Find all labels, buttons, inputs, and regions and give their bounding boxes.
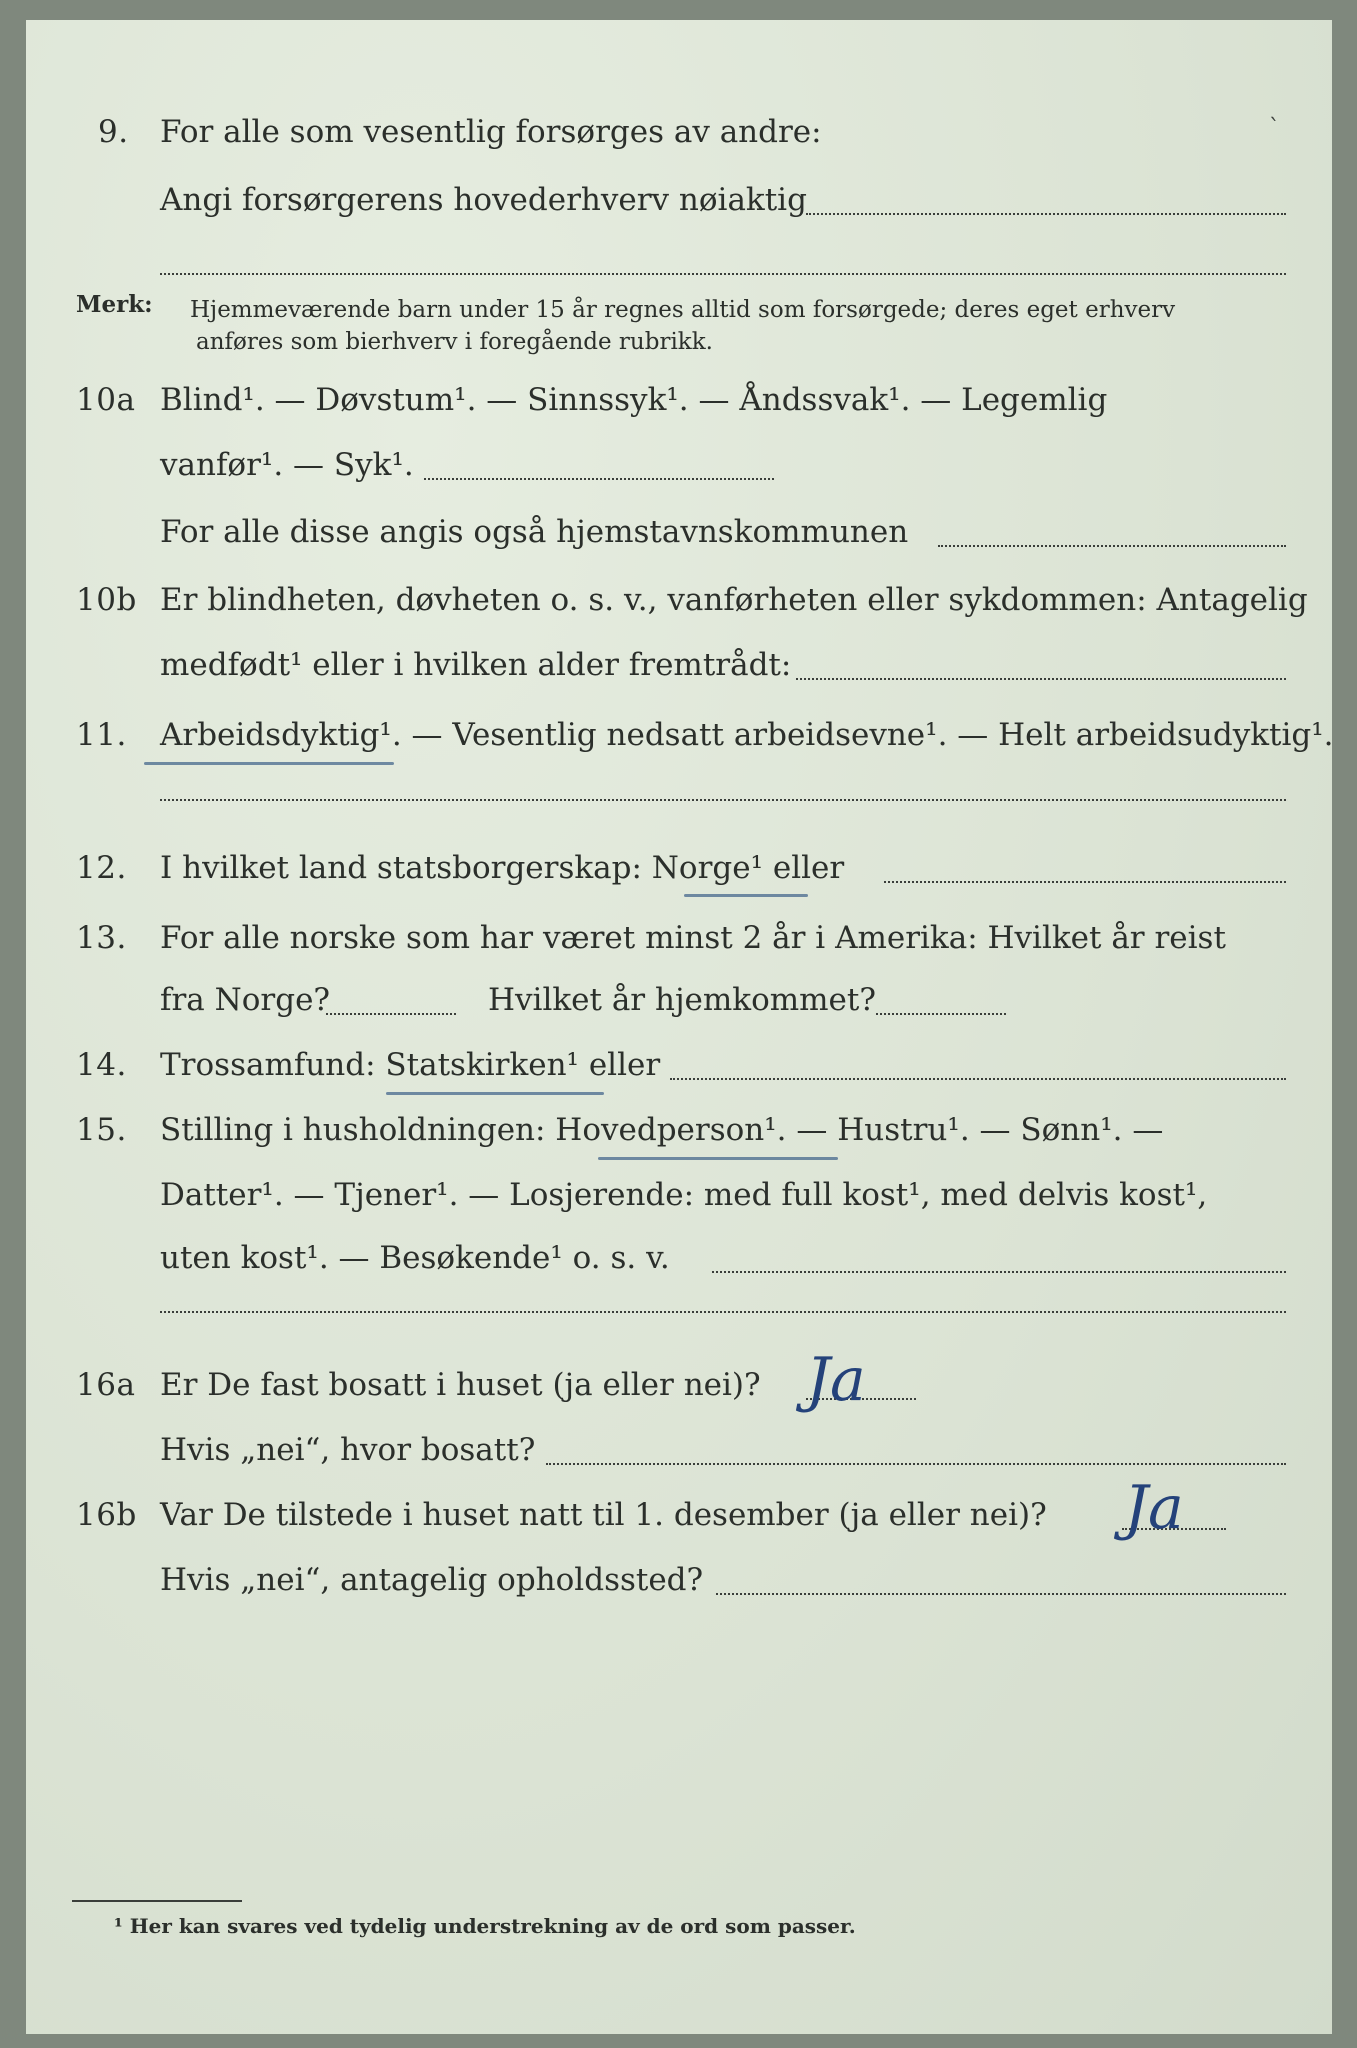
footnote-text: ¹ Her kan svares ved tydelig understrekning av de ord som passer. bbox=[114, 1914, 856, 1938]
q14-row bbox=[26, 1045, 1332, 1085]
q15-text-2: Datter¹. — Tjener¹. — Losjerende: med full kost¹, med delvis kost¹, bbox=[160, 1177, 1208, 1213]
q11-answer-line[interactable] bbox=[160, 799, 1286, 801]
q13-text-2b: Hvilket år hjemkommet? bbox=[488, 982, 876, 1018]
q16b-answer-line-2[interactable] bbox=[716, 1593, 1286, 1595]
q9-text-2: Angi forsørgerens hovederhverv nøiaktig bbox=[160, 182, 807, 218]
q15-answer-line-2[interactable] bbox=[160, 1311, 1286, 1313]
q10a-number: 10a bbox=[76, 382, 136, 418]
q9-answer-line[interactable] bbox=[806, 213, 1286, 215]
q15-row-3 bbox=[26, 1238, 1332, 1278]
margin-mark: ˋ bbox=[1269, 116, 1280, 141]
q10a-row-2 bbox=[26, 445, 1332, 485]
q11-row bbox=[26, 715, 1332, 755]
q12-text: I hvilket land statsborgerskap: Norge¹ eller bbox=[160, 850, 845, 886]
q14-number: 14. bbox=[76, 1047, 127, 1083]
q12-underline-mark bbox=[684, 894, 808, 897]
q16a-row bbox=[26, 1365, 1332, 1405]
q11-underline-mark bbox=[144, 762, 394, 765]
q13-text: For alle norske som har været minst 2 år i Amerika: Hvilket år reist bbox=[160, 920, 1226, 956]
q10a-answer-line-2[interactable] bbox=[938, 545, 1286, 547]
q15-underline-mark bbox=[598, 1157, 838, 1160]
q14-underline-mark bbox=[386, 1092, 604, 1095]
q13-row bbox=[26, 918, 1332, 958]
q15-row bbox=[26, 1110, 1332, 1150]
q16a-text: Er De fast bosatt i huset (ja eller nei)? bbox=[160, 1367, 761, 1403]
q10a-row bbox=[26, 380, 1332, 420]
q11-number: 11. bbox=[76, 717, 127, 753]
q10a-answer-line[interactable] bbox=[424, 478, 774, 480]
q16a-text-2: Hvis „nei“, hvor bosatt? bbox=[160, 1432, 536, 1468]
q15-text: Stilling i husholdningen: Hovedperson¹. — Hustru¹. — Sønn¹. — bbox=[160, 1112, 1164, 1148]
q16b-text: Var De tilstede i huset natt til 1. desember (ja eller nei)? bbox=[160, 1497, 1047, 1533]
q16a-number: 16a bbox=[76, 1367, 136, 1403]
q13-text-2a: fra Norge? bbox=[160, 982, 331, 1018]
q10a-text: Blind¹. — Døvstum¹. — Sinnssyk¹. — Åndssvak¹. — Legemlig bbox=[160, 382, 1108, 418]
q16b-row-2 bbox=[26, 1560, 1332, 1600]
q9-row-2 bbox=[26, 180, 1332, 220]
q11-text: Arbeidsdyktig¹. — Vesentlig nedsatt arbeidsevne¹. — Helt arbeidsudyktig¹. bbox=[160, 717, 1334, 753]
q13-row-2 bbox=[26, 980, 1332, 1020]
q13-number: 13. bbox=[76, 920, 127, 956]
census-form-page bbox=[26, 20, 1332, 2034]
q10b-text-2: medfødt¹ eller i hvilken alder fremtrådt: bbox=[160, 647, 792, 683]
q10b-answer-line[interactable] bbox=[796, 678, 1286, 680]
q14-text: Trossamfund: Statskirken¹ eller bbox=[160, 1047, 661, 1083]
merk-text-2: anføres som bierhverv i foregående rubrikk. bbox=[196, 329, 713, 355]
q12-answer-line[interactable] bbox=[884, 881, 1286, 883]
q9-answer-line-2[interactable] bbox=[160, 273, 1286, 275]
q12-number: 12. bbox=[76, 850, 127, 886]
q15-number: 15. bbox=[76, 1112, 127, 1148]
q9-row bbox=[26, 112, 1332, 152]
q13-answer-line[interactable] bbox=[326, 1013, 456, 1015]
q12-row bbox=[26, 848, 1332, 888]
footnote-rule bbox=[72, 1900, 242, 1902]
q10b-text: Er blindheten, døvheten o. s. v., vanførheten eller sykdommen: Antagelig bbox=[160, 582, 1308, 618]
q10b-row bbox=[26, 580, 1332, 620]
q16a-row-2 bbox=[26, 1430, 1332, 1470]
q10a-text-3: For alle disse angis også hjemstavnskommunen bbox=[160, 514, 909, 550]
q15-row-2 bbox=[26, 1175, 1332, 1215]
q16a-handwritten-answer: Ja bbox=[806, 1345, 866, 1415]
q10a-text-2: vanfør¹. — Syk¹. bbox=[160, 447, 414, 483]
q16b-text-2: Hvis „nei“, antagelig opholdssted? bbox=[160, 1562, 704, 1598]
q10b-number: 10b bbox=[76, 582, 137, 618]
merk-text-1: Hjemmeværende barn under 15 år regnes alltid som forsørgede; deres eget erhverv bbox=[190, 297, 1176, 323]
q14-answer-line[interactable] bbox=[670, 1078, 1286, 1080]
q15-answer-line[interactable] bbox=[712, 1271, 1286, 1273]
q13-answer-line-2[interactable] bbox=[876, 1013, 1006, 1015]
q16b-handwritten-answer: Ja bbox=[1124, 1473, 1184, 1543]
q9-number: 9. bbox=[98, 114, 129, 150]
q10b-row-2 bbox=[26, 645, 1332, 685]
q16a-answer-line-2[interactable] bbox=[546, 1463, 1286, 1465]
q9-text: For alle som vesentlig forsørges av andre: bbox=[160, 114, 822, 150]
q15-text-3: uten kost¹. — Besøkende¹ o. s. v. bbox=[160, 1240, 670, 1276]
q10a-row-3 bbox=[26, 512, 1332, 552]
merk-label: Merk: bbox=[76, 291, 153, 318]
q16b-number: 16b bbox=[76, 1497, 137, 1533]
